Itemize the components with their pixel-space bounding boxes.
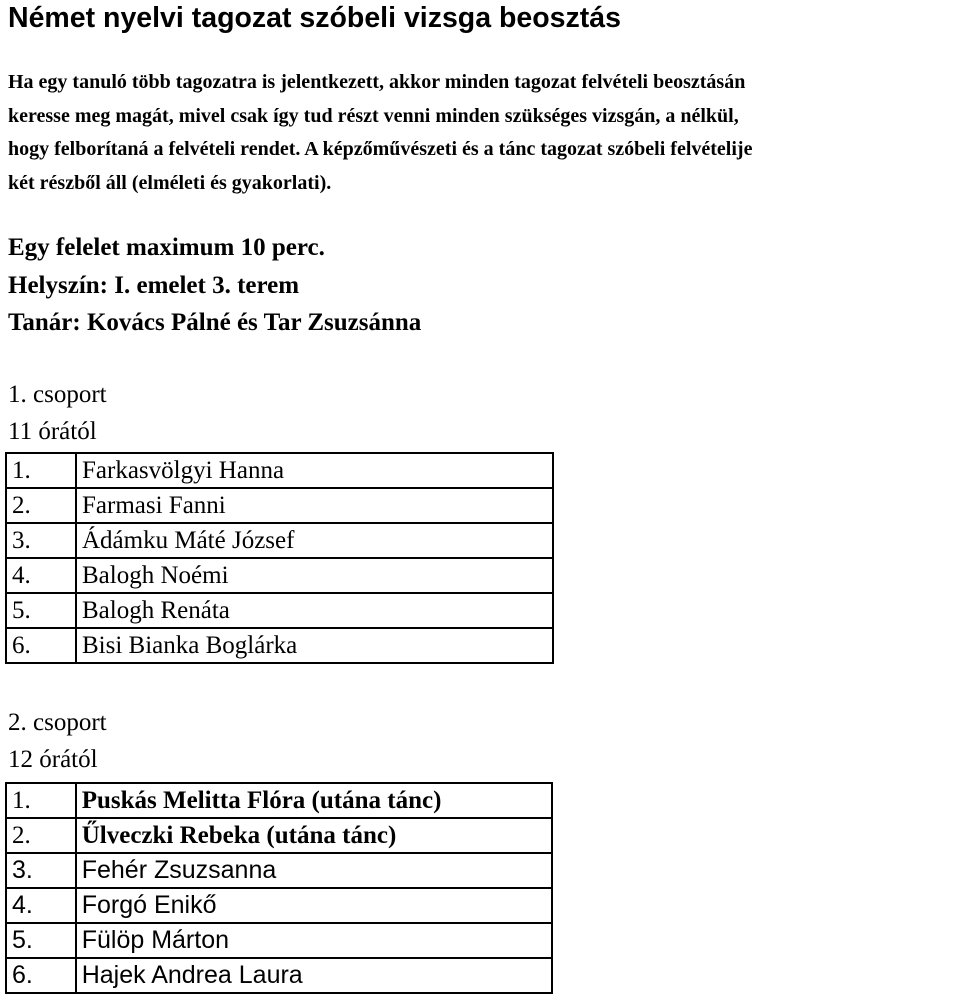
group-2-title: 2. csoport xyxy=(8,709,107,736)
intro-line: hogy felborítaná a felvételi rendet. A képzőművészeti és a tánc tagozat szóbeli felvételije xyxy=(8,138,753,160)
student-name: Bisi Bianka Boglárka xyxy=(76,628,553,663)
student-name: Űlveczki Rebeka (utána tánc) xyxy=(76,818,552,853)
intro-paragraph xyxy=(8,66,958,200)
student-number: 2. xyxy=(6,488,76,523)
group-1-time: 11 órától xyxy=(8,418,97,445)
intro-line: keresse meg magát, mivel csak így tud részt venni minden szükséges vizsgán, a nélkül, xyxy=(8,104,739,127)
group-2-roster-table xyxy=(5,782,553,994)
table-row xyxy=(6,453,553,488)
student-name: Balogh Noémi xyxy=(76,558,553,593)
student-number: 6. xyxy=(6,958,76,993)
student-name: Hajek Andrea Laura xyxy=(76,958,552,993)
student-number: 6. xyxy=(6,628,76,663)
student-name: Puskás Melitta Flóra (utána tánc) xyxy=(76,783,552,818)
student-number: 3. xyxy=(6,523,76,558)
student-name: Farkasvölgyi Hanna xyxy=(76,453,553,488)
table-row xyxy=(6,593,553,628)
student-name: Farmasi Fanni xyxy=(76,488,553,523)
page-title: Német nyelvi tagozat szóbeli vizsga beosztás xyxy=(8,2,621,34)
student-number: 2. xyxy=(6,818,76,853)
intro-line: Ha egy tanuló több tagozatra is jelentkezett, akkor minden tagozat felvételi beosztásán xyxy=(8,71,746,93)
exam-location: Helyszín: I. emelet 3. terem xyxy=(8,272,300,299)
exam-teachers: Tanár: Kovács Pálné és Tar Zsuzsánna xyxy=(8,309,422,336)
student-name: Fehér Zsuzsanna xyxy=(76,853,552,888)
student-number: 3. xyxy=(6,853,76,888)
table-row xyxy=(6,558,553,593)
student-name: Ádámku Máté József xyxy=(76,523,553,558)
student-number: 1. xyxy=(6,783,76,818)
exam-duration: Egy felelet maximum 10 perc. xyxy=(8,234,325,261)
table-row xyxy=(6,923,552,958)
table-row xyxy=(6,783,552,818)
group-1-title: 1. csoport xyxy=(8,381,107,408)
student-number: 5. xyxy=(6,593,76,628)
student-name: Balogh Renáta xyxy=(76,593,553,628)
table-row xyxy=(6,523,553,558)
intro-line: két részből áll (elméleti és gyakorlati). xyxy=(8,171,332,194)
group-2-time: 12 órától xyxy=(8,746,98,773)
student-number: 1. xyxy=(6,453,76,488)
student-number: 5. xyxy=(6,923,76,958)
student-name: Fülöp Márton xyxy=(76,923,552,958)
table-row xyxy=(6,628,553,663)
table-row xyxy=(6,488,553,523)
group-1-roster-table xyxy=(5,452,554,664)
student-name: Forgó Enikő xyxy=(76,888,552,923)
student-number: 4. xyxy=(6,888,76,923)
table-row xyxy=(6,888,552,923)
table-row xyxy=(6,853,552,888)
table-row xyxy=(6,818,552,853)
student-number: 4. xyxy=(6,558,76,593)
table-row xyxy=(6,958,552,993)
